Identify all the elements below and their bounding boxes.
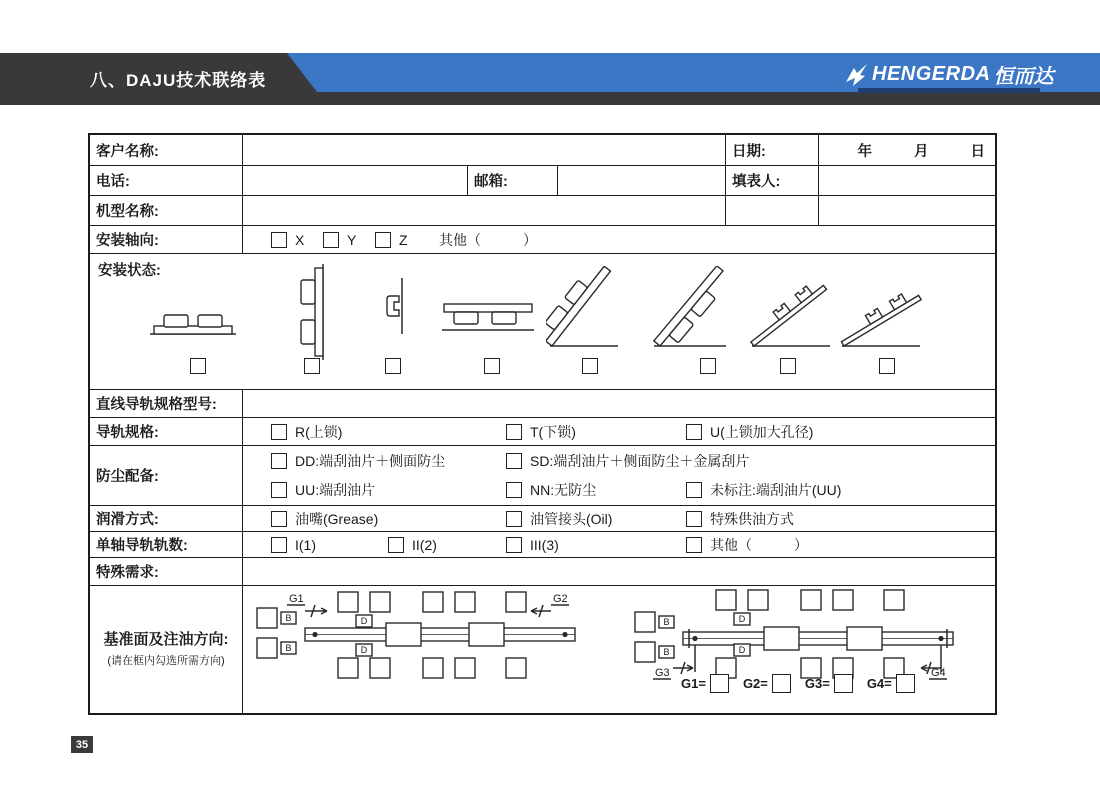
dust-option-unmarked: 未标注:端刮油片(UU) bbox=[686, 480, 841, 500]
row-special bbox=[90, 557, 995, 585]
row-install-state bbox=[90, 253, 995, 389]
dust-options bbox=[242, 446, 995, 505]
diagram-wall-mount bbox=[295, 262, 331, 362]
datum-sublabel: (请在框内勾选所需方向) bbox=[107, 655, 225, 667]
rail-count-option-other: 其他（ ） bbox=[686, 535, 808, 555]
state-label: 安装状态: bbox=[98, 263, 161, 279]
customer-label: 客户名称: bbox=[96, 143, 159, 160]
date-input[interactable] bbox=[818, 135, 995, 165]
checkbox-count-3[interactable] bbox=[506, 537, 522, 553]
checkbox-dust-nn[interactable] bbox=[506, 482, 522, 498]
rail-spec-option-t: T(下锁) bbox=[506, 422, 576, 442]
checkbox-state-7[interactable] bbox=[780, 358, 796, 374]
dust-option-dd: DD:端刮油片＋侧面防尘 bbox=[271, 451, 445, 471]
date-ymd bbox=[819, 140, 995, 161]
row-model bbox=[90, 195, 995, 225]
diagram-slope-medium bbox=[750, 278, 834, 352]
rail-count-option-3: III(3) bbox=[506, 537, 559, 553]
year-label: 年 bbox=[857, 143, 872, 160]
install-state-cell bbox=[90, 254, 995, 389]
checkbox-datum-left-bot3[interactable] bbox=[423, 658, 443, 678]
model-label: 机型名称: bbox=[96, 204, 159, 220]
axis-option-other: 其他（ ） bbox=[439, 231, 537, 248]
month-label: 月 bbox=[914, 143, 929, 160]
datum-diagram-right bbox=[631, 586, 966, 686]
g-values-row bbox=[681, 674, 915, 693]
row-phone bbox=[90, 165, 995, 195]
checkbox-datum-right-b1[interactable] bbox=[635, 612, 655, 632]
d-tag: D bbox=[360, 645, 368, 655]
checkbox-lube-grease[interactable] bbox=[271, 511, 287, 527]
checkbox-g1[interactable] bbox=[710, 674, 729, 693]
checkbox-datum-left-bot5[interactable] bbox=[506, 658, 526, 678]
g2-eq-label: G2= bbox=[742, 676, 768, 691]
axis-options bbox=[242, 226, 995, 253]
d-tag: D bbox=[360, 616, 368, 626]
lube-label: 润滑方式: bbox=[96, 512, 159, 528]
b-tag: B bbox=[663, 647, 670, 657]
checkbox-g4[interactable] bbox=[896, 674, 915, 693]
technical-contact-form bbox=[88, 133, 997, 715]
day-label: 日 bbox=[970, 143, 985, 160]
checkbox-lube-special[interactable] bbox=[686, 511, 702, 527]
checkbox-axis-y[interactable] bbox=[323, 232, 339, 248]
row-axis bbox=[90, 225, 995, 253]
dust-option-uu: UU:端刮油片 bbox=[271, 480, 375, 500]
checkbox-datum-left-top5[interactable] bbox=[506, 592, 526, 612]
checkbox-datum-right-top2[interactable] bbox=[748, 590, 768, 610]
checkbox-lube-oil[interactable] bbox=[506, 511, 522, 527]
row-datum bbox=[90, 585, 995, 713]
axis-option-z: Z bbox=[375, 232, 408, 248]
checkbox-count-2[interactable] bbox=[388, 537, 404, 553]
company-logo bbox=[843, 60, 1053, 89]
phone-input[interactable] bbox=[242, 166, 467, 195]
rail-count-option-1: I(1) bbox=[271, 537, 316, 553]
row-rail-count bbox=[90, 531, 995, 557]
diagram-flat-top bbox=[148, 298, 238, 338]
lube-option-special: 特殊供油方式 bbox=[686, 509, 794, 529]
checkbox-dust-dd[interactable] bbox=[271, 453, 287, 469]
page-number-badge: 35 bbox=[71, 736, 93, 753]
checkbox-state-8[interactable] bbox=[879, 358, 895, 374]
checkbox-datum-left-b2[interactable] bbox=[257, 638, 277, 658]
checkbox-axis-x[interactable] bbox=[271, 232, 287, 248]
diagram-incline-under bbox=[650, 266, 745, 352]
checkbox-datum-left-top3[interactable] bbox=[423, 592, 443, 612]
logo-text-en: HENGERDA bbox=[872, 63, 991, 85]
rail-spec-option-u: U(上锁加大孔径) bbox=[686, 422, 813, 442]
g4-label: G4 bbox=[931, 667, 946, 679]
diagram-side-mount bbox=[383, 276, 409, 336]
empty-cell bbox=[818, 196, 995, 225]
rail-count-options bbox=[242, 532, 995, 557]
b-tag: B bbox=[285, 613, 292, 623]
empty-cell bbox=[725, 196, 818, 225]
checkbox-state-2[interactable] bbox=[304, 358, 320, 374]
rail-spec-label: 导轨规格: bbox=[96, 425, 159, 441]
date-label: 日期: bbox=[725, 135, 818, 165]
dust-option-sd: SD:端刮油片＋侧面防尘＋金属刮片 bbox=[506, 451, 749, 471]
phone-label: 电话: bbox=[96, 174, 130, 190]
g2-label: G2 bbox=[553, 593, 568, 605]
checkbox-count-1[interactable] bbox=[271, 537, 287, 553]
spec-model-label: 直线导轨规格型号: bbox=[96, 397, 217, 413]
rail-count-option-2: II(2) bbox=[388, 537, 437, 553]
special-label: 特殊需求: bbox=[96, 565, 159, 581]
checkbox-datum-left-top2[interactable] bbox=[370, 592, 390, 612]
checkbox-datum-left-b1[interactable] bbox=[257, 608, 277, 628]
filler-input[interactable] bbox=[818, 166, 995, 195]
g3-eq-label: G3= bbox=[804, 676, 830, 691]
checkbox-g3[interactable] bbox=[834, 674, 853, 693]
lube-options bbox=[242, 506, 995, 531]
special-input[interactable] bbox=[242, 558, 995, 585]
axis-label: 安装轴向: bbox=[96, 233, 159, 249]
d-tag: D bbox=[738, 645, 746, 655]
checkbox-state-6[interactable] bbox=[700, 358, 716, 374]
diagram-flat-hanging bbox=[440, 298, 536, 338]
checkbox-axis-z[interactable] bbox=[375, 232, 391, 248]
checkbox-datum-right-top3[interactable] bbox=[801, 590, 821, 610]
email-input[interactable] bbox=[557, 166, 725, 195]
checkbox-spec-r[interactable] bbox=[271, 424, 287, 440]
datum-label: 基准面及注油方向: bbox=[103, 631, 229, 648]
logo-text-cn: 恒而达 bbox=[993, 66, 1054, 88]
checkbox-spec-u[interactable] bbox=[686, 424, 702, 440]
datum-diagram-left bbox=[253, 590, 583, 682]
checkbox-dust-unmarked[interactable] bbox=[686, 482, 702, 498]
checkbox-datum-right-top1[interactable] bbox=[716, 590, 736, 610]
b-tag: B bbox=[663, 617, 670, 627]
email-label: 邮箱: bbox=[467, 166, 557, 195]
spec-model-input[interactable] bbox=[242, 390, 995, 417]
checkbox-state-3[interactable] bbox=[385, 358, 401, 374]
diagram-incline-top bbox=[546, 266, 634, 352]
checkbox-dust-sd[interactable] bbox=[506, 453, 522, 469]
b-tag: B bbox=[285, 643, 292, 653]
lube-option-oil: 油管接头(Oil) bbox=[506, 509, 612, 529]
model-input[interactable] bbox=[242, 196, 725, 225]
g1-eq-label: G1= bbox=[681, 676, 706, 691]
axis-option-x: X bbox=[271, 232, 304, 248]
datum-diagrams-cell bbox=[242, 586, 995, 713]
checkbox-datum-left-bot2[interactable] bbox=[370, 658, 390, 678]
checkbox-g2[interactable] bbox=[772, 674, 791, 693]
checkbox-datum-left-top1[interactable] bbox=[338, 592, 358, 612]
checkbox-state-5[interactable] bbox=[582, 358, 598, 374]
logo-underline bbox=[858, 88, 1040, 93]
row-dust bbox=[90, 445, 995, 505]
rail-spec-option-r: R(上锁) bbox=[271, 422, 342, 442]
checkbox-datum-left-bot1[interactable] bbox=[338, 658, 358, 678]
dust-label: 防尘配备: bbox=[96, 469, 159, 485]
checkbox-datum-right-b2[interactable] bbox=[635, 642, 655, 662]
axis-option-y: Y bbox=[323, 232, 356, 248]
checkbox-state-1[interactable] bbox=[190, 358, 206, 374]
g1-label: G1 bbox=[289, 593, 304, 605]
rail-spec-options bbox=[242, 418, 995, 445]
checkbox-datum-right-top5[interactable] bbox=[884, 590, 904, 610]
row-spec-model bbox=[90, 389, 995, 417]
checkbox-datum-left-bot4[interactable] bbox=[455, 658, 475, 678]
section-title: 八、DAJU技术联络表 bbox=[90, 71, 267, 90]
row-lube bbox=[90, 505, 995, 531]
row-rail-spec bbox=[90, 417, 995, 445]
checkbox-datum-left-top4[interactable] bbox=[455, 592, 475, 612]
dust-option-nn: NN:无防尘 bbox=[506, 480, 596, 500]
checkbox-state-4[interactable] bbox=[484, 358, 500, 374]
rail-count-label: 单轴导轨轨数: bbox=[96, 538, 188, 554]
row-customer bbox=[90, 135, 995, 165]
checkbox-count-other[interactable] bbox=[686, 537, 702, 553]
g3-label: G3 bbox=[655, 667, 670, 679]
diagram-slope-shallow bbox=[840, 284, 924, 352]
checkbox-datum-right-top4[interactable] bbox=[833, 590, 853, 610]
customer-input[interactable] bbox=[242, 135, 725, 165]
datum-label-cell bbox=[90, 586, 242, 713]
checkbox-spec-t[interactable] bbox=[506, 424, 522, 440]
logo-bird-icon bbox=[843, 62, 869, 88]
d-tag: D bbox=[738, 614, 746, 624]
lube-option-grease: 油嘴(Grease) bbox=[271, 509, 378, 529]
checkbox-dust-uu[interactable] bbox=[271, 482, 287, 498]
filler-label: 填表人: bbox=[725, 166, 818, 195]
g4-eq-label: G4= bbox=[866, 676, 892, 691]
